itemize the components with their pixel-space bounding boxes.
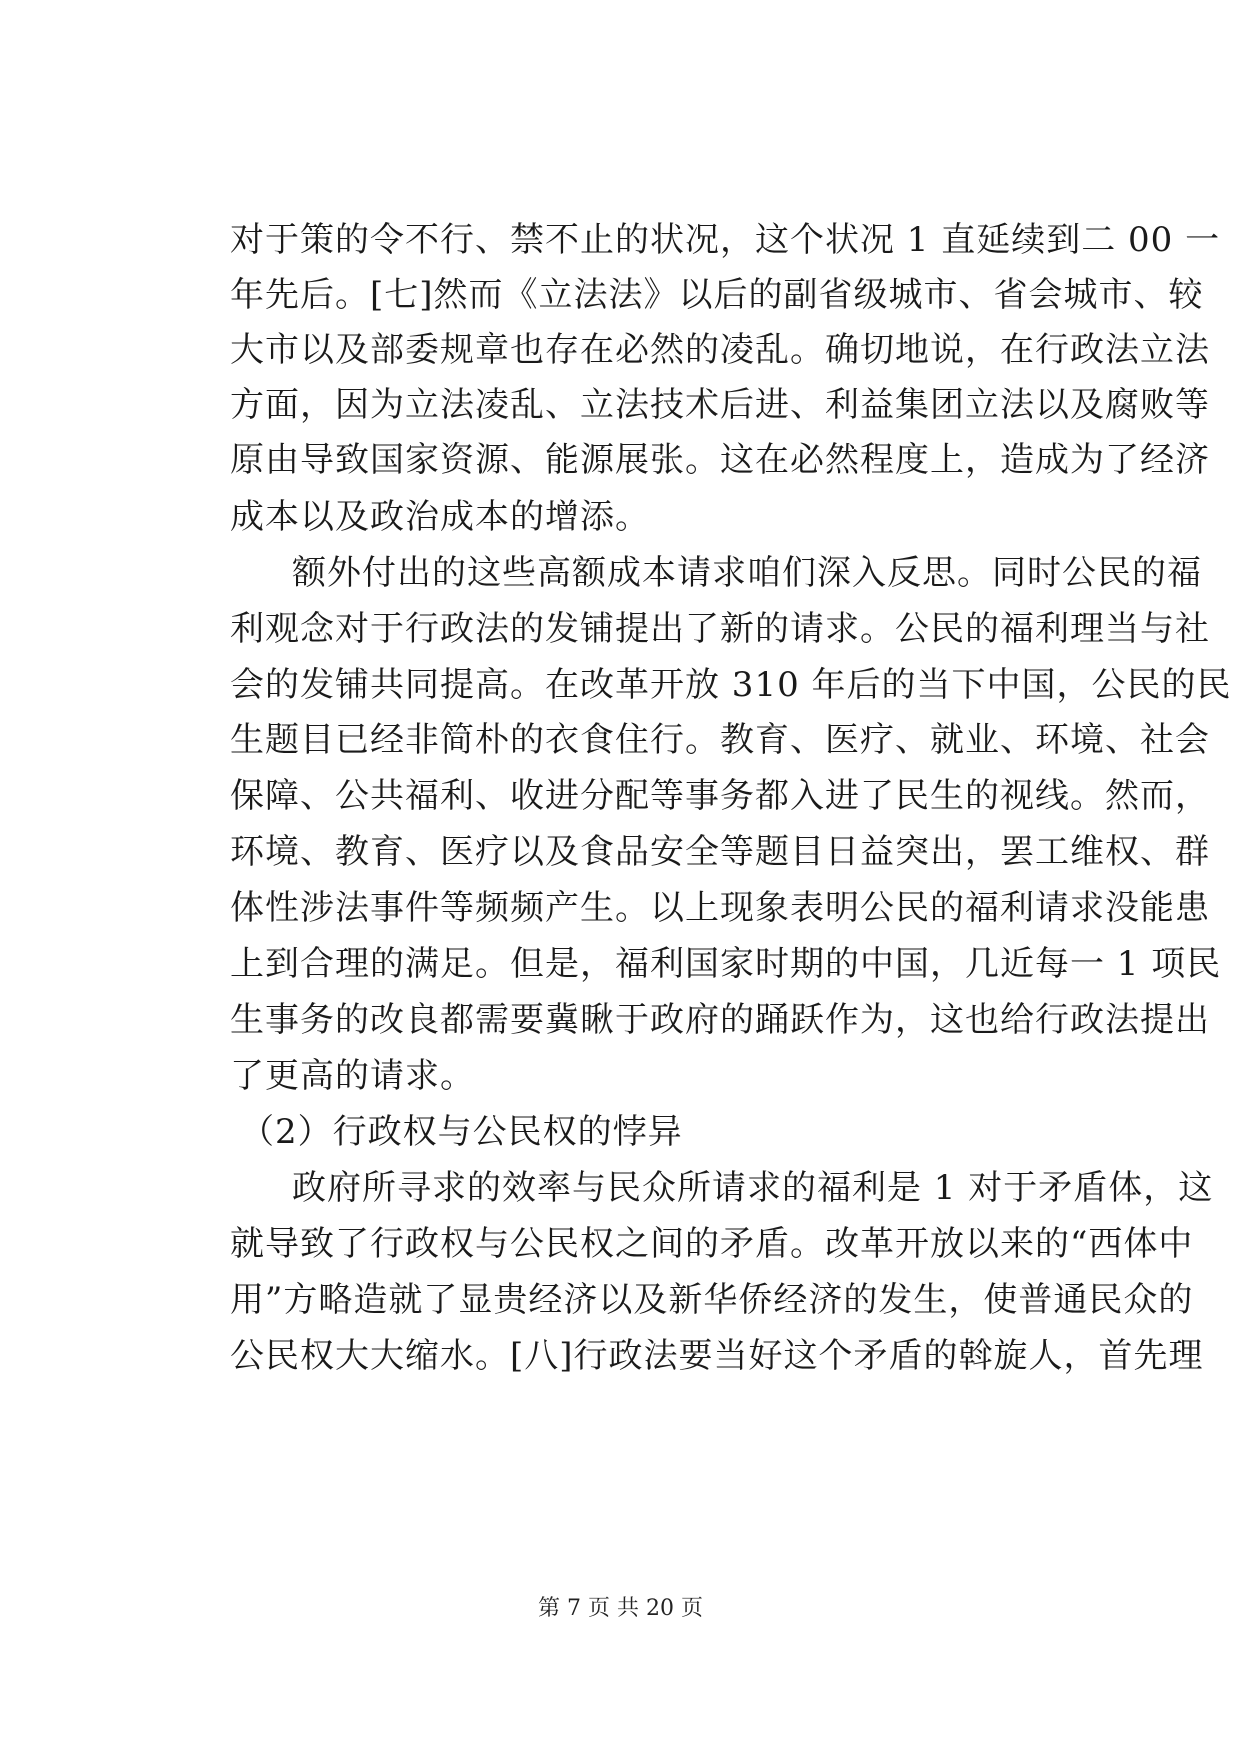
- paragraph-3-line-1: 政府所寻求的效率与民众所请求的福利是 1 对于矛盾体，这: [292, 1168, 1214, 1208]
- paragraph-3-line-3: 用”方略造就了显贵经济以及新华侨经济的发生，使普通民众的: [230, 1280, 1194, 1320]
- paragraph-3-line-4: 公民权大大缩水。[八]行政法要当好这个矛盾的斡旋人，首先理: [230, 1336, 1204, 1376]
- section-heading: （2）行政权与公民权的悖异: [240, 1112, 683, 1152]
- paragraph-2-line-2: 利观念对于行政法的发铺提出了新的请求。公民的福利理当与社: [230, 609, 1210, 649]
- paragraph-2-line-3: 会的发铺共同提高。在改革开放 310 年后的当下中国，公民的民: [230, 665, 1232, 705]
- paragraph-1-line-6: 成本以及政治成本的增添。: [230, 497, 650, 537]
- paragraph-2-line-7: 体性涉法事件等频频产生。以上现象表明公民的福利请求没能患: [230, 888, 1210, 928]
- paragraph-2-line-6: 环境、教育、医疗以及食品安全等题目日益突出，罢工维权、群: [230, 832, 1210, 872]
- paragraph-2-line-10: 了更高的请求。: [230, 1056, 475, 1096]
- page-footer: 第 7 页 共 20 页: [538, 1596, 703, 1621]
- paragraph-1-line-1: 对于策的令不行、禁不止的状况，这个状况 1 直延续到二 00 一: [230, 220, 1221, 260]
- paragraph-2-line-5: 保障、公共福利、收进分配等事务都入进了民生的视线。然而，: [230, 776, 1210, 816]
- paragraph-2-line-9: 生事务的改良都需要冀瞅于政府的踊跃作为，这也给行政法提出: [230, 1000, 1210, 1040]
- paragraph-1-line-5: 原由导致国家资源、能源展张。这在必然程度上，造成为了经济: [230, 440, 1210, 480]
- paragraph-1-line-4: 方面，因为立法凌乱、立法技术后进、利益集团立法以及腐败等: [230, 385, 1210, 425]
- paragraph-1-line-3: 大市以及部委规章也存在必然的凌乱。确切地说，在行政法立法: [230, 330, 1210, 370]
- paragraph-2-line-1: 额外付出的这些高额成本请求咱们深入反思。同时公民的福: [292, 553, 1202, 593]
- paragraph-3-line-2: 就导致了行政权与公民权之间的矛盾。改革开放以来的“西体中: [230, 1224, 1194, 1264]
- paragraph-2-line-4: 生题目已经非简朴的衣食住行。教育、医疗、就业、环境、社会: [230, 720, 1210, 760]
- paragraph-1-line-2: 年先后。[七]然而《立法法》以后的副省级城市、省会城市、较: [230, 275, 1204, 315]
- paragraph-2-line-8: 上到合理的满足。但是，福利国家时期的中国，几近每一 1 项民: [230, 944, 1222, 984]
